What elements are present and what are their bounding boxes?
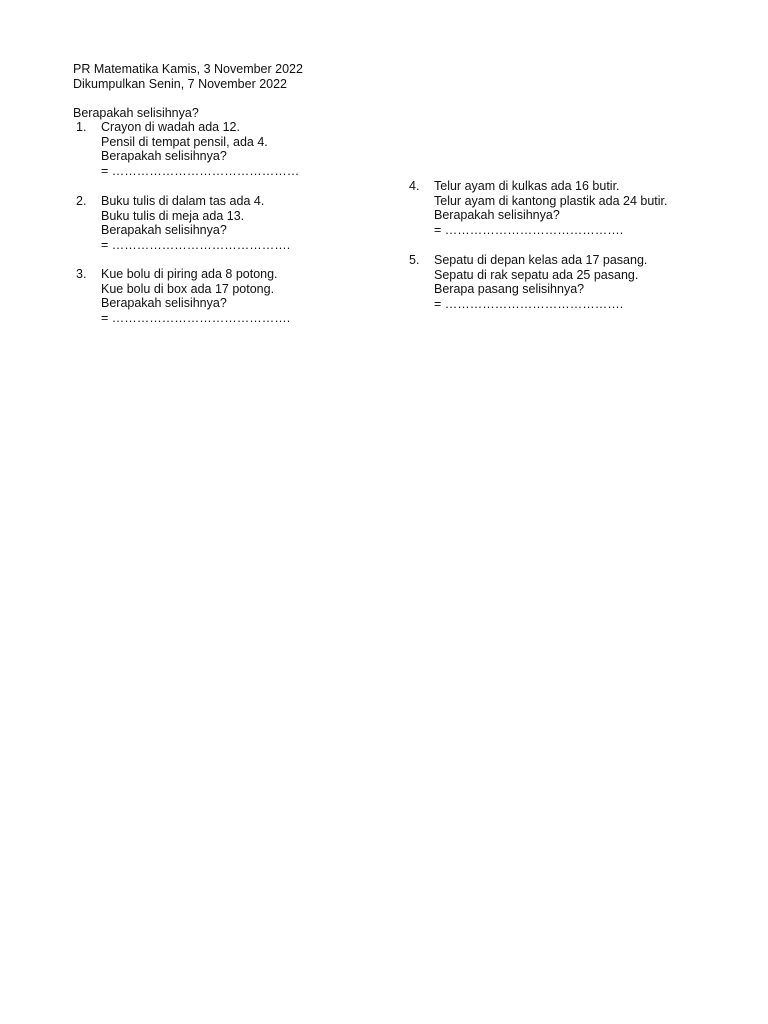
answer-line: = ……………………………………… [101,163,300,178]
problem-line: Kue bolu di piring ada 8 potong. [101,267,278,281]
problem-line: Berapakah selisihnya? [101,296,227,310]
problem-line: Sepatu di depan kelas ada 17 pasang. [434,253,648,267]
answer-line: = ……………………………………. [434,222,624,237]
problem-line: Berapakah selisihnya? [101,223,227,237]
answer-line: = ……………………………………. [101,310,291,325]
problem-line: Berapakah selisihnya? [434,208,560,222]
problem-line: Kue bolu di box ada 17 potong. [101,281,275,296]
problem-line: Berapa pasang selisihnya? [434,282,585,296]
problem-number: 2. [76,194,87,208]
question-heading: Berapakah selisihnya? [73,106,199,120]
problem-line: Sepatu di rak sepatu ada 25 pasang. [434,267,639,282]
problem-line: Buku tulis di meja ada 13. [101,208,245,223]
problem-line: Telur ayam di kantong plastik ada 24 butir. [434,193,668,208]
header-subtitle: Dikumpulkan Senin, 7 November 2022 [73,77,288,91]
answer-line: = ……………………………………. [101,237,291,252]
header-title: PR Matematika Kamis, 3 November 2022 [73,62,303,76]
problem-line: Telur ayam di kulkas ada 16 butir. [434,179,620,193]
answer-line: = ……………………………………. [434,296,624,311]
problem-number: 1. [76,120,87,134]
problem-body [101,194,290,252]
problem-line: Pensil di tempat pensil, ada 4. [101,134,268,149]
problem-line: Berapakah selisihnya? [101,149,227,163]
problem-body [101,267,290,325]
problem-body [434,179,667,237]
problem-line: Crayon di wadah ada 12. [101,120,240,134]
problem-number: 5. [409,253,420,267]
problem-body [101,120,299,178]
problem-number: 3. [76,267,87,281]
problem-body [434,253,647,311]
problem-number: 4. [409,179,420,193]
problem-line: Buku tulis di dalam tas ada 4. [101,194,265,208]
